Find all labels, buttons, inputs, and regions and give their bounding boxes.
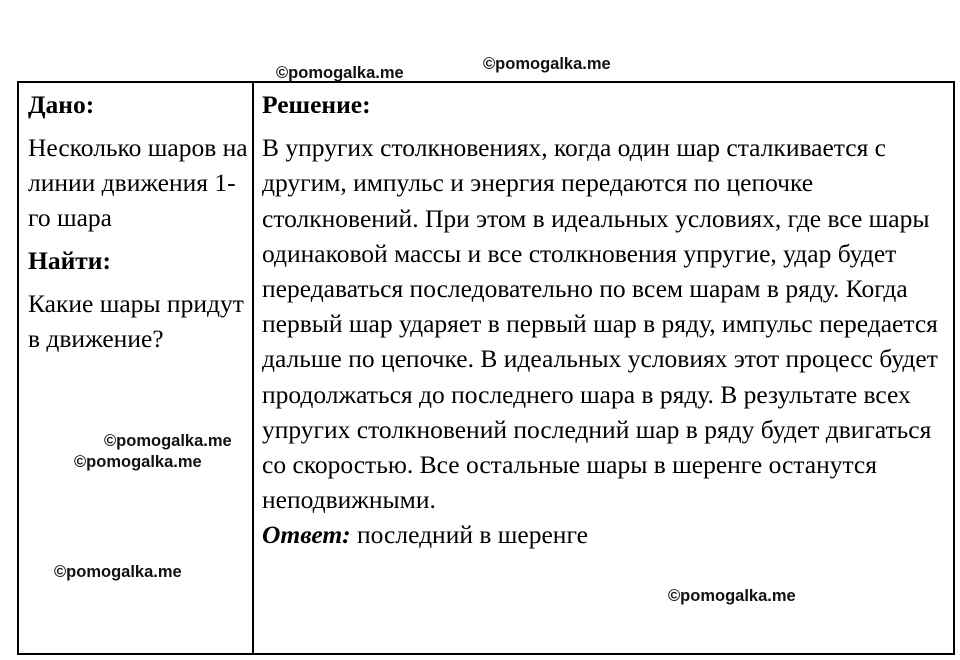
watermark: ©pomogalka.me: [104, 432, 232, 450]
solution-heading: Решение:: [262, 90, 371, 119]
given-heading: Дано:: [28, 90, 95, 119]
given-column: [28, 87, 248, 356]
solution-column: [262, 87, 952, 553]
watermark: ©pomogalka.me: [74, 453, 202, 471]
given-text: Несколько шаров на линии движения 1-го шара: [28, 133, 248, 232]
answer-line: [262, 517, 952, 552]
watermark: ©pomogalka.me: [54, 563, 182, 581]
watermark: ©pomogalka.me: [276, 64, 404, 82]
watermark: ©pomogalka.me: [668, 587, 796, 605]
column-divider: [252, 83, 254, 653]
answer-label: Ответ:: [262, 520, 351, 550]
answer-text: последний в шеренге: [357, 520, 588, 550]
find-text: Какие шары придут в движение?: [28, 289, 244, 353]
solution-text: В упругих столкновениях, когда один шар сталкивается с другим, импульс и энергия передаются по цепочке столкновений. При этом в идеальных условиях, где все шары одинаковой массы и все столкновения упругие, удар будет передаваться последовательно по всем шарам в ряду. Когда первый шар ударяет в первый шар в ряду, импульс передается дальше по цепочке. В идеальных условиях этот процесс будет продолжаться до последнего шара в ряду. В результате всех упругих столкновений последний шар в ряду будет двигаться со скоростью. Все остальные шары в шеренге останутся неподвижными.: [262, 133, 938, 515]
watermark: ©pomogalka.me: [483, 55, 611, 73]
find-heading: Найти:: [28, 246, 111, 275]
